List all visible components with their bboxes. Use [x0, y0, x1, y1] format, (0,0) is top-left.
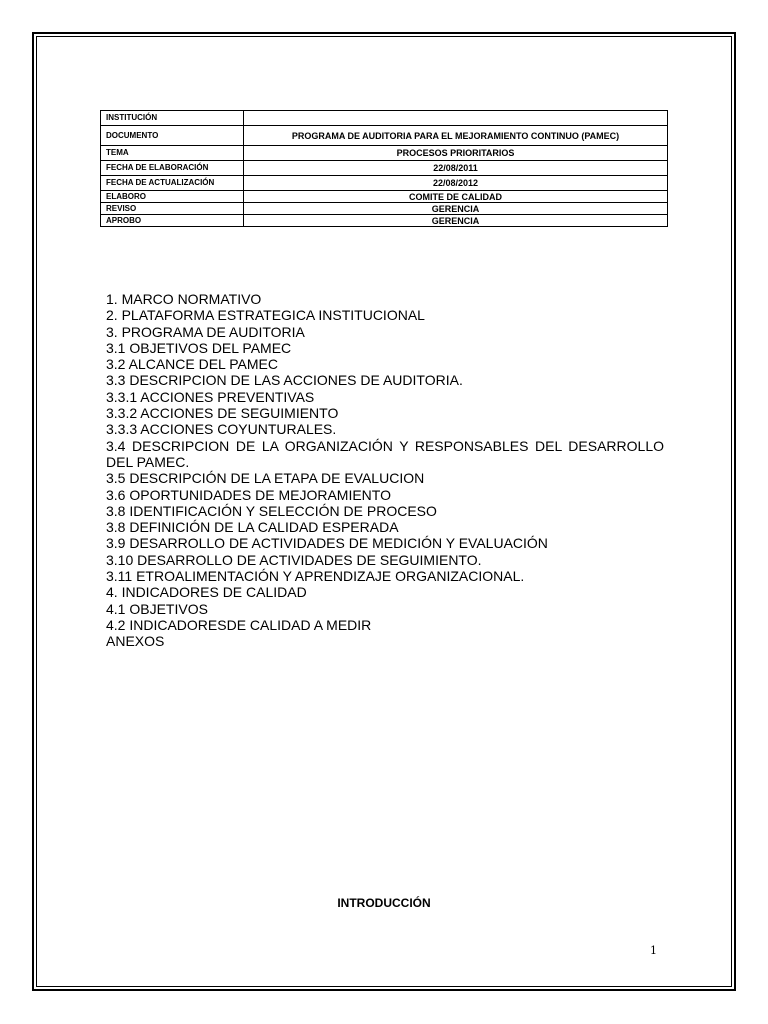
- table-row: [101, 126, 668, 146]
- page-number: 1: [650, 944, 657, 957]
- toc-item: 3.2 ALCANCE DEL PAMEC: [106, 356, 278, 373]
- toc-item: 3.9 DESARROLLO DE ACTIVIDADES DE MEDICIÓN Y EVALUACIÓN: [106, 535, 548, 552]
- table-row: [101, 191, 668, 203]
- toc-item: DEL PAMEC.: [106, 453, 190, 470]
- toc-item: 2. PLATAFORMA ESTRATEGICA INSTITUCIONAL: [106, 307, 425, 324]
- row-value-fecha-elaboracion: 22/08/2011: [244, 161, 668, 176]
- row-label-elaboro: ELABORO: [101, 191, 244, 203]
- toc-item: 3.3.1 ACCIONES PREVENTIVAS: [106, 388, 315, 405]
- row-label-reviso: REVISO: [101, 203, 244, 215]
- toc-item: 3.3 DESCRIPCION DE LAS ACCIONES DE AUDITORIA.: [106, 372, 463, 389]
- toc-item: 3.3.2 ACCIONES DE SEGUIMIENTO: [106, 405, 339, 422]
- toc-item: 3.1 OBJETIVOS DEL PAMEC: [106, 339, 292, 356]
- toc-item: 1. MARCO NORMATIVO: [106, 291, 262, 307]
- row-value-institucion: [244, 111, 668, 126]
- toc-item: 4.1 OBJETIVOS: [106, 600, 208, 617]
- toc-item: 3.8 DEFINICIÓN DE LA CALIDAD ESPERADA: [106, 519, 399, 536]
- row-value-reviso: GERENCIA: [244, 203, 668, 215]
- row-label-tema: TEMA: [101, 146, 244, 161]
- document-info-table: [100, 110, 668, 227]
- row-label-fecha-actualizacion: FECHA DE ACTUALIZACIÓN: [101, 176, 244, 191]
- row-value-aprobo: GERENCIA: [244, 215, 668, 227]
- toc-item: 3.8 IDENTIFICACIÓN Y SELECCIÓN DE PROCESO: [106, 502, 437, 519]
- toc-item: 3.5 DESCRIPCIÓN DE LA ETAPA DE EVALUCION: [106, 470, 425, 487]
- row-value-documento: PROGRAMA DE AUDITORIA PARA EL MEJORAMIENTO CONTINUO (PAMEC): [244, 126, 668, 146]
- table-row: [101, 215, 668, 227]
- table-row: [101, 161, 668, 176]
- row-label-aprobo: APROBO: [101, 215, 244, 227]
- section-heading: INTRODUCCIÓN: [337, 896, 431, 910]
- toc-item: 3. PROGRAMA DE AUDITORIA: [106, 323, 305, 340]
- row-label-documento: DOCUMENTO: [101, 126, 244, 146]
- table-of-contents: [106, 291, 664, 650]
- table-row: [101, 146, 668, 161]
- table-row: [101, 203, 668, 215]
- row-value-tema: PROCESOS PRIORITARIOS: [244, 146, 668, 161]
- toc-item: 4.2 INDICADORESDE CALIDAD A MEDIR: [106, 616, 372, 633]
- toc-item: 3.10 DESARROLLO DE ACTIVIDADES DE SEGUIMIENTO.: [106, 551, 482, 568]
- toc-item: 3.3.3 ACCIONES COYUNTURALES.: [106, 421, 337, 438]
- toc-item: 3.11 ETROALIMENTACIÓN Y APRENDIZAJE ORGANIZACIONAL.: [106, 568, 525, 585]
- table-row: [101, 176, 668, 191]
- row-value-fecha-actualizacion: 22/08/2012: [244, 176, 668, 191]
- toc-item: 3.6 OPORTUNIDADES DE MEJORAMIENTO: [106, 486, 391, 503]
- row-value-elaboro: COMITE DE CALIDAD: [244, 191, 668, 203]
- toc-item: 4. INDICADORES DE CALIDAD: [106, 584, 307, 601]
- toc-item: 3.4 DESCRIPCION DE LA ORGANIZACIÓN Y RESPONSABLES DEL DESARROLLO: [106, 437, 664, 454]
- row-label-institucion: INSTITUCIÓN: [101, 111, 244, 126]
- table-row: [101, 111, 668, 126]
- toc-item: ANEXOS: [106, 633, 165, 650]
- row-label-fecha-elaboracion: FECHA DE ELABORACIÓN: [101, 161, 244, 176]
